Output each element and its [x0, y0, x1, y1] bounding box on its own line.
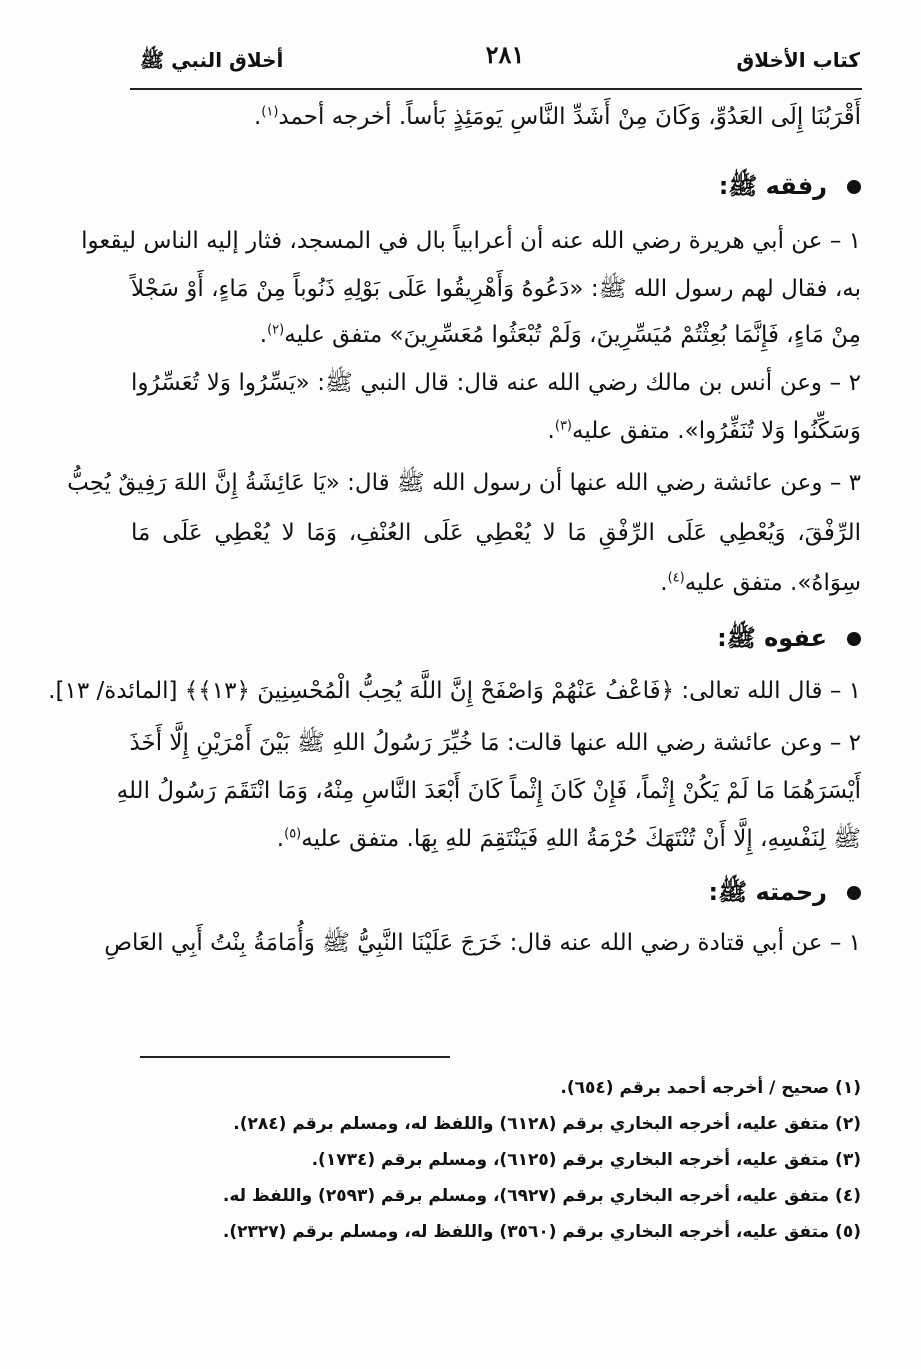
footnote-ref: (٢) — [267, 322, 285, 338]
text-line-content: مِنْ مَاءٍ، فَإِنَّمَا بُعِثْتُمْ مُيَسِّرِينَ، وَلَمْ تُبْعَثُوا مُعَسِّرِينَ» متفق عليه — [284, 322, 861, 348]
section-heading-gentleness — [131, 172, 861, 201]
text-line: ﷺ لِنَفْسِهِ، إِلَّا أَنْ تُنْتَهَكَ حُرْمَةُ اللهِ فَيَنْتَقِمَ للهِ بِهَا. متفق عليه$^{(٥)}$. — [276, 826, 861, 852]
bullet-icon — [847, 180, 861, 194]
footnote-ref: (٣) — [554, 418, 572, 434]
heading-label: عفوه ﷺ: — [717, 624, 827, 652]
heading-label: رفقه ﷺ: — [718, 172, 827, 200]
text-line-content: أَقْرَبُنَا إِلَى العَدُوِّ، وَكَانَ مِنْ أَشَدِّ النَّاسِ يَومَئِذٍ بَأساً. أخرجه أحمد — [278, 104, 861, 130]
chapter-title: أخلاق النبي ﷺ — [140, 48, 284, 72]
text-line: به، فقال لهم رسول الله ﷺ: «دَعُوهُ وَأَهْرِيقُوا عَلَى بَوْلِهِ ذَنُوباً مِنْ مَاءٍ، أَوْ سَجْلاً — [131, 276, 861, 302]
footnote: (٢) متفق عليه، أخرجه البخاري برقم (٦١٢٨) واللفظ له، ومسلم برقم (٢٨٤). — [233, 1114, 861, 1134]
footnote-rule — [140, 1056, 450, 1058]
text-line: ٢ – وعن عائشة رضي الله عنها قالت: مَا خُيِّرَ رَسُولُ اللهِ ﷺ بَيْنَ أَمْرَيْنِ إِلَّا أَخَذَ — [129, 730, 861, 756]
text-line: أَيْسَرَهُمَا مَا لَمْ يَكُنْ إِثْماً، فَإِنْ كَانَ إِثْماً كَانَ أَبْعَدَ النَّاسِ مِنْهُ، وَمَا انْتَقَمَ رَسُولُ اللهِ — [116, 778, 861, 804]
text-line: وَسَكِّنُوا وَلا تُنَفِّرُوا». متفق عليه$^{(٣)}$. — [547, 418, 861, 444]
text-line: أَقْرَبُنَا إِلَى العَدُوِّ، وَكَانَ مِنْ أَشَدِّ النَّاسِ يَومَئِذٍ بَأساً. أخرجه أحمد$^{(١)}$. — [253, 104, 861, 130]
footnote-ref: (٥) — [284, 826, 302, 842]
text-line-content: سِوَاهُ». متفق عليه — [684, 570, 861, 596]
section-heading-mercy — [131, 878, 861, 907]
section-heading-forgiveness — [131, 624, 861, 653]
book-title: كتاب الأخلاق — [736, 48, 860, 72]
heading-label: رحمته ﷺ: — [708, 878, 827, 906]
text-line: ١ – قال الله تعالى: ﴿فَاعْفُ عَنْهُمْ وَاصْفَحْ إِنَّ اللَّهَ يُحِبُّ الْمُحْسِنِينَ ﴿١٣﴾﴾ [المائدة/ ١٣]. — [48, 678, 861, 704]
text-line: مِنْ مَاءٍ، فَإِنَّمَا بُعِثْتُمْ مُيَسِّرِينَ، وَلَمْ تُبْعَثُوا مُعَسِّرِينَ» متفق عليه$^{(٢)}$. — [259, 322, 861, 348]
text-line: سِوَاهُ». متفق عليه$^{(٤)}$. — [660, 570, 861, 596]
bullet-icon — [847, 886, 861, 900]
footnote: (٣) متفق عليه، أخرجه البخاري برقم (٦١٢٥)، ومسلم برقم (١٧٣٤). — [311, 1150, 861, 1170]
page-header — [140, 40, 860, 80]
header-rule — [130, 88, 862, 90]
text-line: ٣ – وعن عائشة رضي الله عنها أن رسول الله ﷺ قال: «يَا عَائِشَةُ إِنَّ اللهَ رَفِيقٌ يُحِبُّ — [67, 470, 861, 496]
page-number: ٢٨١ — [485, 40, 525, 69]
footnote-ref: (٤) — [667, 570, 685, 586]
text-line: ١ – عن أبي هريرة رضي الله عنه أن أعرابياً بال في المسجد، فثار إليه الناس ليقعوا — [81, 228, 861, 254]
footnote: (١) صحيح / أخرجه أحمد برقم (٦٥٤). — [560, 1078, 861, 1098]
footnote-ref: (١) — [261, 104, 279, 120]
footnote: (٥) متفق عليه، أخرجه البخاري برقم (٣٥٦٠) واللفظ له، ومسلم برقم (٢٣٢٧). — [222, 1222, 861, 1242]
footnote: (٤) متفق عليه، أخرجه البخاري برقم (٦٩٢٧)، ومسلم برقم (٢٥٩٣) واللفظ له. — [222, 1186, 861, 1206]
text-line: ١ – عن أبي قتادة رضي الله عنه قال: خَرَجَ عَلَيْنَا النَّبِيُّ ﷺ وَأُمَامَةُ بِنْتُ أَبِي العَاصِ — [104, 930, 861, 956]
bullet-icon — [847, 632, 861, 646]
text-line-content: وَسَكِّنُوا وَلا تُنَفِّرُوا». متفق عليه — [572, 418, 861, 444]
text-line-content: ﷺ لِنَفْسِهِ، إِلَّا أَنْ تُنْتَهَكَ حُرْمَةُ اللهِ فَيَنْتَقِمَ للهِ بِهَا. متفق عليه — [301, 826, 861, 852]
text-line: ٢ – وعن أنس بن مالك رضي الله عنه قال: قال النبي ﷺ: «يَسِّرُوا وَلا تُعَسِّرُوا — [131, 370, 861, 396]
text-line: الرِّفْقَ، وَيُعْطِي عَلَى الرِّفْقِ مَا لا يُعْطِي عَلَى العُنْفِ، وَمَا لا يُعْطِي عَلَى مَا — [131, 520, 861, 546]
